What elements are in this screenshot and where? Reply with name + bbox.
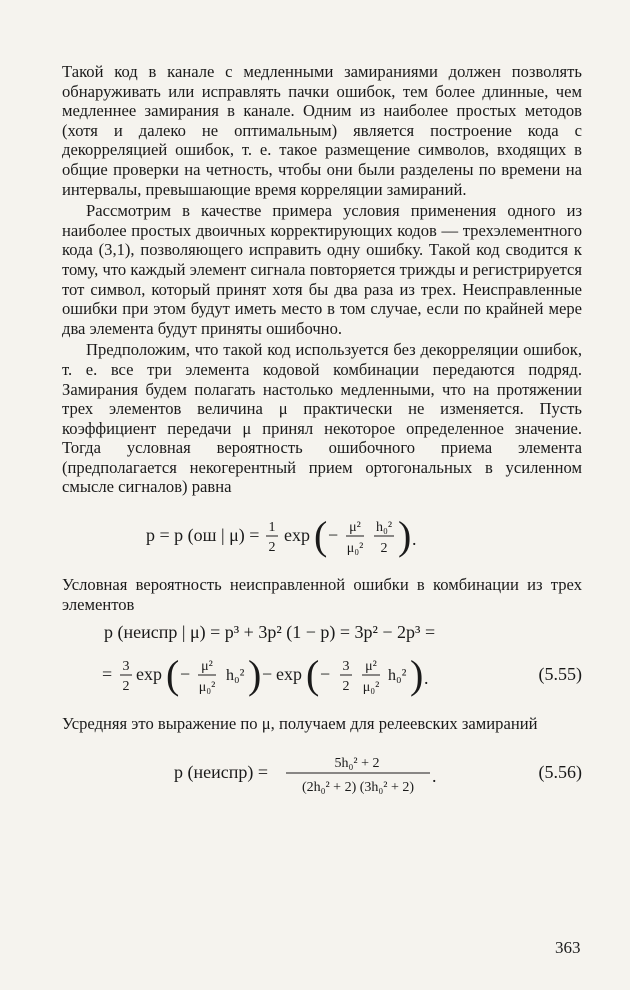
eq2-minus-a: − <box>180 664 191 685</box>
eq2-lparen-a: ( <box>166 652 180 698</box>
equation-3-svg <box>62 742 582 800</box>
eq3-numerator: 5h₀² + 2 <box>334 755 380 771</box>
paragraph-1: Такой код в канале с медленными замираниями должен позволять обнаруживать или исправлять пачки ошибок, тем более длинные, чем медленнее замирания в канале. Одним из наиболее простых методов (хотя и далеко не оптимальным) является построение кода с декорреляцией ошибок, т. е. такое размещение символов, входящих в общие проверки на четность, чтобы они были разделены по времени на интервалы, превышающие время корреляции замираний. <box>62 62 582 199</box>
eq2-two-a: 2 <box>122 679 130 695</box>
eq1-rparen: ) <box>398 513 412 559</box>
eq3-period: . <box>432 765 437 786</box>
eq2-h02-a: h₀² <box>226 667 245 685</box>
eq1-lhs: p = p (ош | μ) = <box>146 525 260 546</box>
eq2-line1: p (неиспр | μ) = p³ + 3p² (1 − p) = 3p² − 2p³ = <box>104 622 436 643</box>
eq2-period: . <box>424 668 429 689</box>
eq2-mu02-b: μ₀² <box>362 680 380 696</box>
paragraph-4: Условная вероятность неисправленной ошибки в комбинации из трех элементов <box>62 575 582 614</box>
eq3-denominator: (2h₀² + 2) (3h₀² + 2) <box>301 779 415 795</box>
eq2-rparen-b: ) <box>410 652 424 698</box>
eq2-minus-b: − <box>320 664 331 685</box>
eq1-frac-num: 1 <box>268 520 276 536</box>
eq2-minus-mid: − <box>262 664 273 685</box>
page-number: 363 <box>555 938 581 957</box>
eq2-mu02-a: μ₀² <box>198 680 216 696</box>
eq2-exp-a: exp <box>136 664 162 685</box>
paragraph-3: Предположим, что такой код используется без декорреляции ошибок, т. е. все три элемента кодовой комбинации передаются подряд. Замирания будем полагать настолько медленными, что на протяжении трех элементов величина μ практически не изменяется. Пусть коэффициент передачи μ принял некоторое определенное значение. Тогда условная вероятность ошибочного приема элемента (предполагается некогерентный прием ортогональных в усиленном смысле сигналов) равна <box>62 340 582 497</box>
eq1-lparen: ( <box>314 513 328 559</box>
eq2-three-a: 3 <box>122 659 130 675</box>
eq2-mu2-b: μ² <box>365 659 377 675</box>
eq2-eq-sign: = <box>102 664 113 685</box>
eq2-three-b: 3 <box>342 659 350 675</box>
paragraph-5: Усредняя это выражение по μ, получаем для релеевских замираний <box>62 714 538 734</box>
eq1-mu2: μ² <box>349 520 361 536</box>
eq2-h02-b: h₀² <box>388 667 407 685</box>
eq1-minus: − <box>328 525 339 546</box>
eq3-number: (5.56) <box>538 761 582 782</box>
page-content <box>62 62 582 808</box>
eq1-frac-den: 2 <box>268 540 276 556</box>
eq3-lhs: p (неиспр) = <box>174 761 269 782</box>
eq2-exp-b: exp <box>276 664 302 685</box>
eq1-two: 2 <box>380 541 388 557</box>
eq2-two-b: 2 <box>342 679 350 695</box>
eq2-rparen-a: ) <box>248 652 262 698</box>
eq1-exp: exp <box>284 525 310 546</box>
equation-2-svg <box>62 618 582 704</box>
eq1-period: . <box>412 529 417 550</box>
equation-3 <box>62 742 582 800</box>
eq1-h02: h₀² <box>375 520 393 536</box>
eq2-lparen-b: ( <box>306 652 320 698</box>
paragraph-2: Рассмотрим в качестве примера условия применения одного из наиболее простых двоичных корректирующих кодов — трехэлементного кода (3,1), позволяющего исправить одну ошибку. Такой код сводится к тому, что каждый элемент сигнала повторяется трижды и регистрируется тот символ, который принят хотя бы два раза из трех. Неисправленные ошибки при этом будут иметь место в том случае, если по крайней мере два элемента будут приняты ошибочно. <box>62 201 582 338</box>
equation-1 <box>62 507 582 563</box>
eq1-mu02: μ₀² <box>346 541 364 557</box>
equation-1-svg <box>62 507 582 563</box>
equation-2 <box>62 618 582 704</box>
eq2-mu2-a: μ² <box>201 659 213 675</box>
eq2-number: (5.55) <box>538 664 582 685</box>
